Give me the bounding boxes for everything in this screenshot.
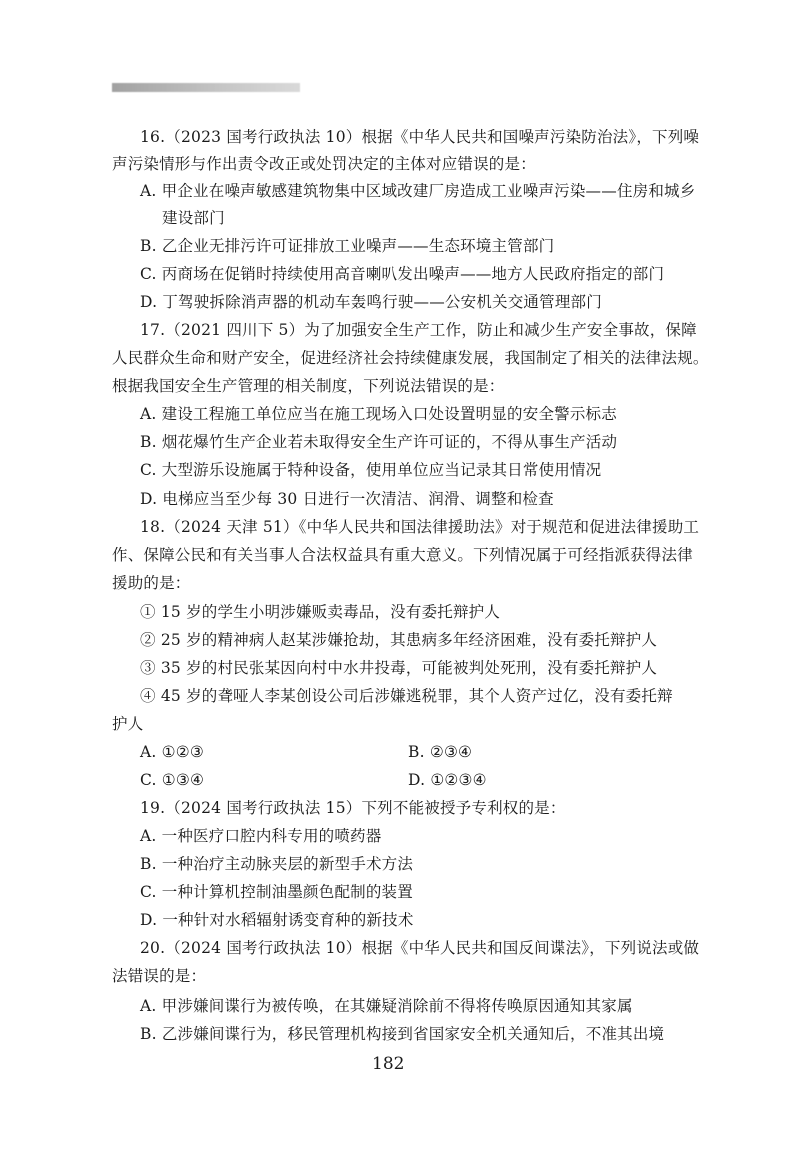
q18-item-4: ④ 45 岁的聋哑人李某创设公司后涉嫌逃税罪，其个人资产过亿，没有委托辩	[140, 687, 673, 705]
q17-stem-line3: 根据我国安全生产管理的相关制度，下列说法错误的是：	[112, 377, 505, 395]
q18-item-2: ② 25 岁的精神病人赵某涉嫌抢劫，其患病多年经济困难，没有委托辩护人	[140, 631, 658, 649]
q18-item-1: ① 15 岁的学生小明涉嫌贩卖毒品，没有委托辩护人	[140, 603, 501, 621]
q19-option-b: B. 一种治疗主动脉夹层的新型手术方法	[140, 855, 414, 873]
q18-choice-b: B. ②③④	[408, 743, 473, 761]
q16-option-c: C. 丙商场在促销时持续使用高音喇叭发出噪声——地方人民政府指定的部门	[140, 265, 665, 283]
q17-stem-line2: 人民群众生命和财产安全，促进经济社会持续健康发展，我国制定了相关的法律法规。	[112, 349, 709, 367]
q16-option-d: D. 丁驾驶拆除消声器的机动车轰鸣行驶——公安机关交通管理部门	[140, 293, 602, 311]
page-number: 182	[372, 1054, 405, 1074]
q17-option-d: D. 电梯应当至少每 30 日进行一次清洁、润滑、调整和检查	[140, 490, 554, 508]
running-header	[112, 83, 300, 92]
q17-option-a: A. 建设工程施工单位应当在施工现场入口处设置明显的安全警示标志	[140, 405, 617, 423]
q19-option-c: C. 一种计算机控制油墨颜色配制的装置	[140, 883, 413, 901]
q20-stem-line1: 20.（2024 国考行政执法 10）根据《中华人民共和国反间谍法》，下列说法或做	[140, 939, 700, 957]
q19-stem: 19.（2024 国考行政执法 15）下列不能被授予专利权的是：	[140, 799, 566, 817]
q17-stem-line1: 17.（2021 四川下 5）为了加强安全生产工作，防止和减少生产安全事故，保障	[140, 321, 697, 339]
q17-option-c: C. 大型游乐设施属于特种设备，使用单位应当记录其日常使用情况	[140, 461, 602, 479]
q18-choice-c: C. ①③④	[140, 771, 205, 789]
q16-option-b: B. 乙企业无排污许可证排放工业噪声——生态环境主管部门	[140, 237, 555, 255]
q18-item-4-cont: 护人	[112, 715, 144, 733]
q18-stem-line3: 援助的是：	[112, 574, 191, 592]
q16-option-a-cont: 建设部门	[162, 209, 225, 227]
q20-option-a: A. 甲涉嫌间谍行为被传唤，在其嫌疑消除前不得将传唤原因通知其家属	[140, 997, 633, 1015]
q18-stem-line1: 18.（2024 天津 51）《中华人民共和国法律援助法》对于规范和促进法律援助工	[140, 518, 700, 536]
q20-stem-line2: 法错误的是：	[112, 967, 207, 985]
q18-choice-d: D. ①②③④	[408, 771, 487, 789]
q16-stem-line2: 声污染情形与作出责令改正或处罚决定的主体对应错误的是：	[112, 155, 536, 173]
q19-option-d: D. 一种针对水稻辐射诱变育种的新技术	[140, 911, 414, 929]
q18-choice-a: A. ①②③	[140, 743, 204, 761]
q17-option-b: B. 烟花爆竹生产企业若未取得安全生产许可证的，不得从事生产活动	[140, 433, 618, 451]
q16-stem-line1: 16.（2023 国考行政执法 10）根据《中华人民共和国噪声污染防治法》，下列噪	[140, 128, 700, 146]
q16-option-a: A. 甲企业在噪声敏感建筑物集中区域改建厂房造成工业噪声污染——住房和城乡	[140, 182, 696, 200]
q18-stem-line2: 作、保障公民和有关当事人合法权益具有重大意义。下列情况属于可经指派获得法律	[112, 546, 693, 564]
q20-option-b: B. 乙涉嫌间谍行为，移民管理机构接到省国家安全机关通知后，不准其出境	[140, 1025, 665, 1043]
q18-item-3: ③ 35 岁的村民张某因向村中水井投毒，可能被判处死刑，没有委托辩护人	[140, 659, 658, 677]
q19-option-a: A. 一种医疗口腔内科专用的喷药器	[140, 827, 382, 845]
